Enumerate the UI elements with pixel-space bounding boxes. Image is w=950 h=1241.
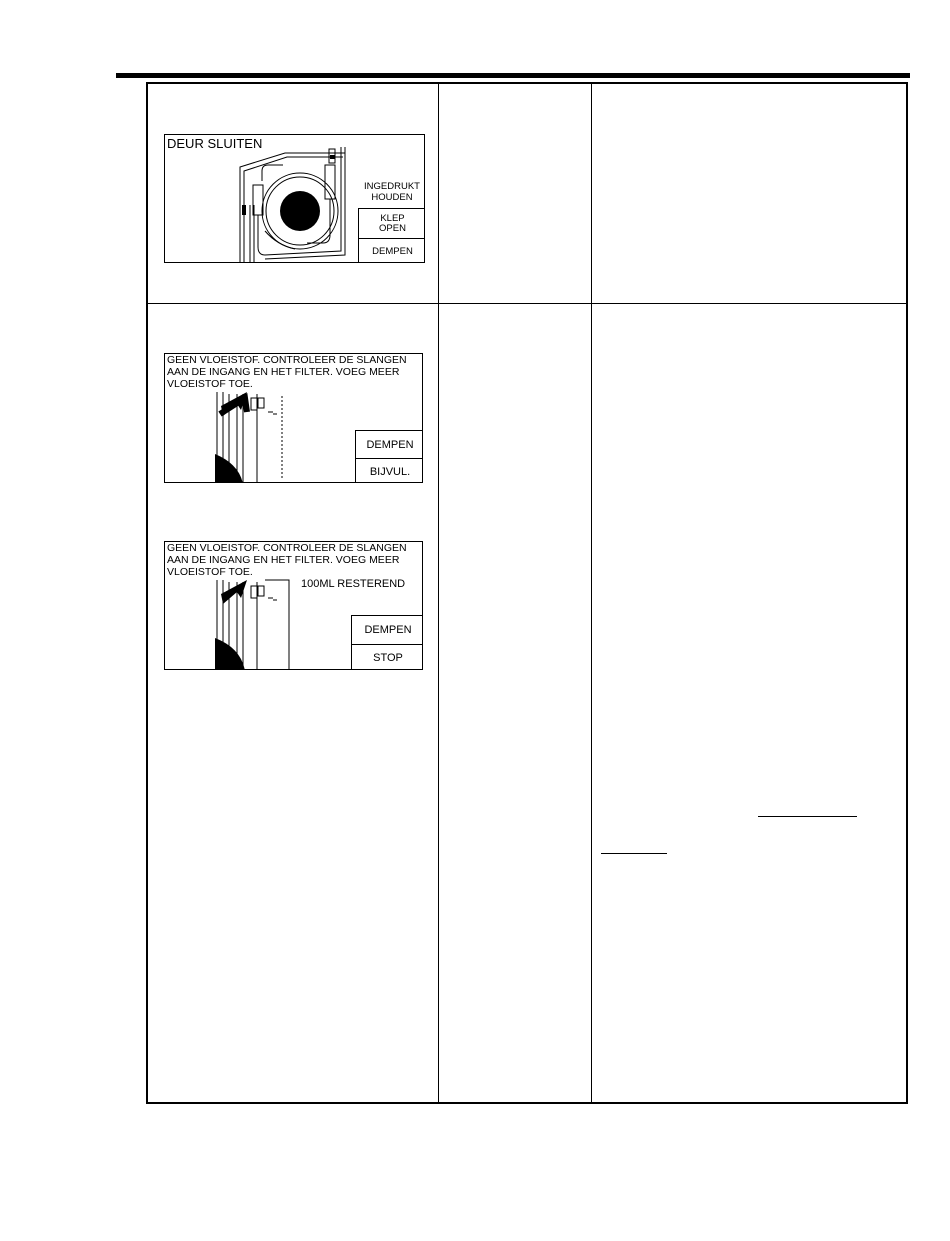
no-fluid-remaining-screen [164,541,423,670]
screen-title: DEUR SLUITEN [167,136,263,151]
column-divider-2 [591,84,592,1102]
open-valve-button[interactable]: KLEP OPEN [358,208,425,238]
mute-button[interactable]: DEMPEN [355,430,423,458]
column-divider-1 [438,84,439,1102]
hold-pressed-label: INGEDRUKT HOUDEN [364,181,420,203]
header-rule [116,73,910,78]
no-fluid-message: GEEN VLOEISTOF. CONTROLEER DE SLANGEN AAN DE INGANG EN HET FILTER. VOEG MEER VLOEISTOF TOE. [167,542,407,578]
mute-button[interactable]: DEMPEN [351,615,423,644]
door-close-screen [164,134,425,263]
row-divider [148,303,906,304]
no-fluid-message: GEEN VLOEISTOF. CONTROLEER DE SLANGEN AAN DE INGANG EN HET FILTER. VOEG MEER VLOEISTOF TOE. [167,354,407,390]
refill-button[interactable]: BIJVUL. [355,458,423,483]
mute-button[interactable]: DEMPEN [358,238,425,263]
no-fluid-screen [164,353,423,483]
remaining-volume-label: 100ML RESTEREND [301,578,406,590]
underline-mark [601,853,667,854]
underline-mark [758,816,857,817]
stop-button[interactable]: STOP [351,644,423,670]
